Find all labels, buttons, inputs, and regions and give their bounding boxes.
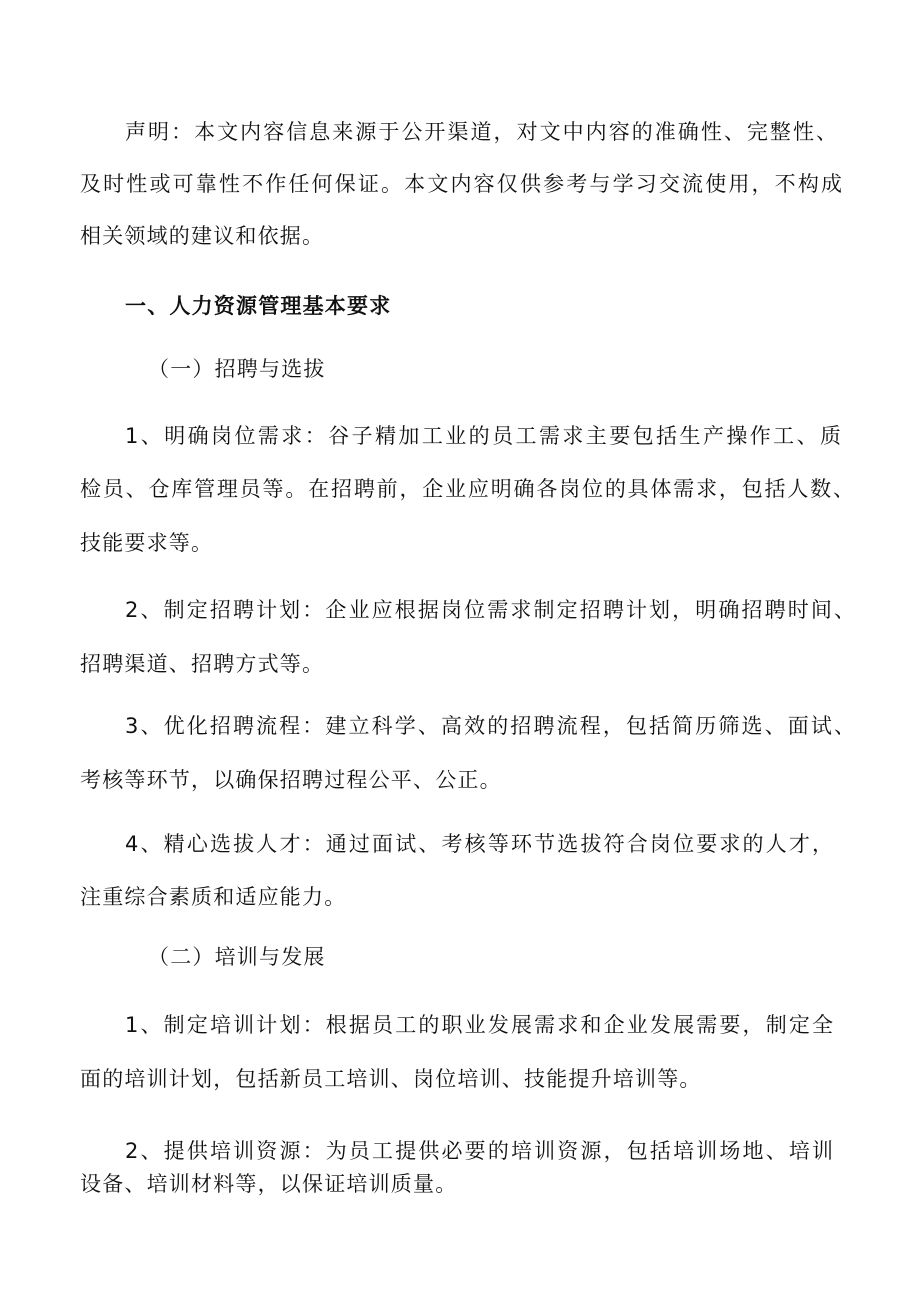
subsection-title-training: （二）培训与发展: [148, 945, 326, 969]
disclaimer-line-1: 声明：本文内容信息来源于公开渠道，对文中内容的准确性、完整性、: [125, 120, 837, 144]
section-title: 一、人力资源管理基本要求: [125, 294, 392, 318]
item-2-line-1: 2、制定招聘计划：企业应根据岗位需求制定招聘计划，明确招聘时间、: [125, 598, 855, 622]
subsection-title-recruitment: （一）招聘与选拔: [148, 357, 326, 381]
item-4-line-1: 4、精心选拔人才：通过面试、考核等环节选拔符合岗位要求的人才，: [125, 832, 833, 856]
training-item-2-line-1: 2、提供培训资源：为员工提供必要的培训资源，包括培训场地、培训: [125, 1139, 833, 1163]
item-2-line-2: 招聘渠道、招聘方式等。: [80, 652, 325, 676]
training-item-2-line-2: 设备、培训材料等，以保证培训质量。: [80, 1172, 458, 1196]
item-1-line-1: 1、明确岗位需求：谷子精加工业的员工需求主要包括生产操作工、质: [125, 424, 841, 448]
training-item-1-line-2: 面的培训计划，包括新员工培训、岗位培训、技能提升培训等。: [80, 1067, 702, 1091]
disclaimer-line-3: 相关领域的建议和依据。: [80, 224, 325, 248]
item-1-line-2: 检员、仓库管理员等。在招聘前，企业应明确各岗位的具体需求，包括人数、: [80, 477, 854, 501]
training-item-1-line-1: 1、制定培训计划：根据员工的职业发展需求和企业发展需要，制定全: [125, 1013, 833, 1037]
item-4-line-2: 注重综合素质和适应能力。: [80, 885, 347, 909]
item-3-line-2: 考核等环节，以确保招聘过程公平、公正。: [80, 768, 502, 792]
item-1-line-3: 技能要求等。: [80, 531, 214, 555]
disclaimer-line-2: 及时性或可靠性不作任何保证。本文内容仅供参考与学习交流使用，不构成: [80, 172, 842, 196]
item-3-line-1: 3、优化招聘流程：建立科学、高效的招聘流程，包括简历筛选、面试、: [125, 714, 855, 738]
